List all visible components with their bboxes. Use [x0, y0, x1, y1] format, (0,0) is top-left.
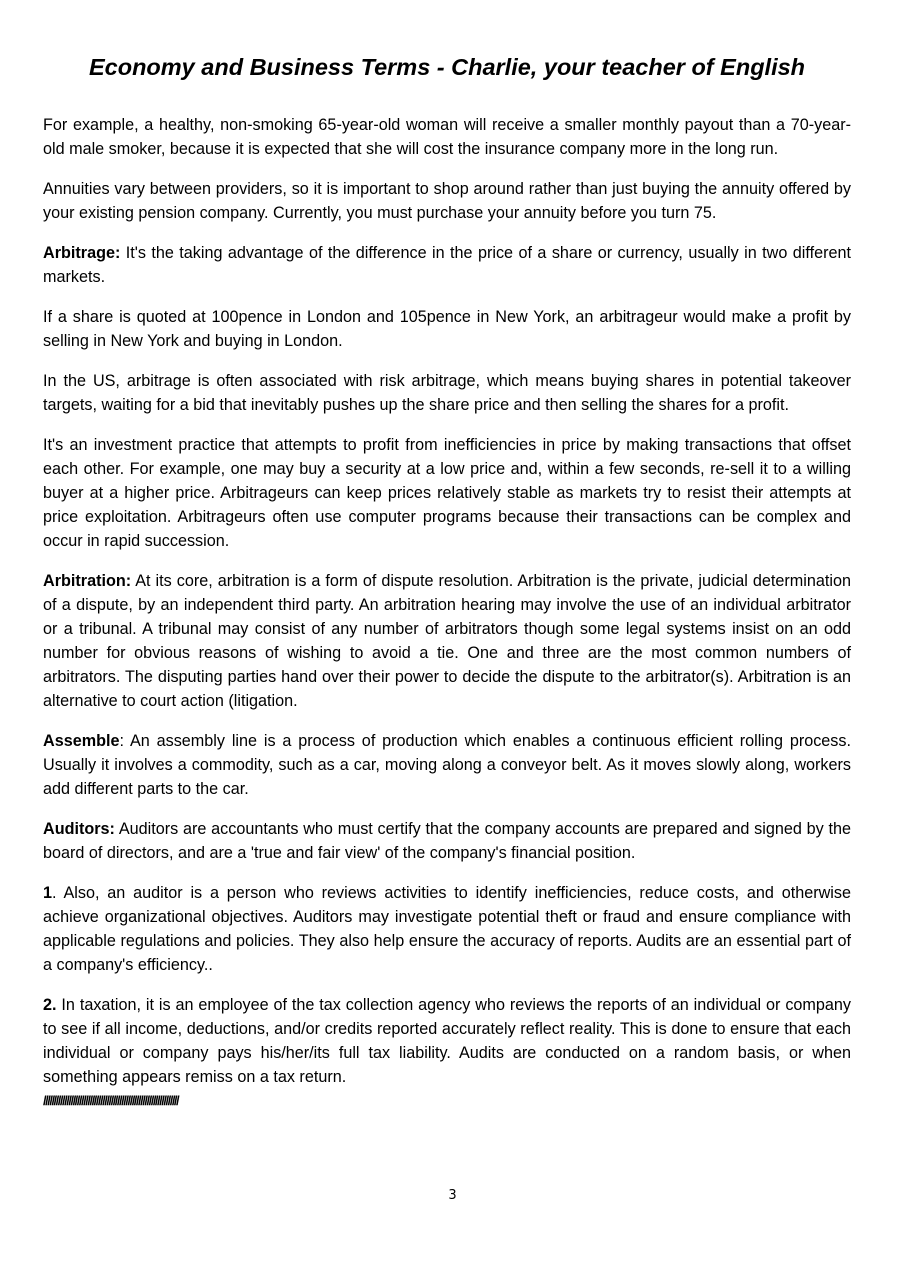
paragraph-text: It's an investment practice that attempts to profit from inefficiencies in price by making transactions that offset each other. For example, one may buy a security at a low price and, within a few seconds, re-sell it to a willing buyer at a higher price. Arbitrageurs can keep prices relatively stable as markets try to resist their attempts at price exploitation. Arbitrageurs often use computer programs because their transactions can be complex and occur in rapid succession. [43, 436, 851, 550]
paragraph-annuity-providers [43, 177, 851, 225]
paragraph-text: . Also, an auditor is a person who reviews activities to identify inefficiencies, reduce costs, and otherwise achieve organizational objectives. Auditors may investigate potential theft or fraud and ensure compliance with applicable regulations and policies. They also help ensure the accuracy of reports. Audits are an essential part of a company's efficiency.. [43, 884, 851, 974]
term-label: Arbitration: [43, 572, 132, 590]
paragraph-text: For example, a healthy, non-smoking 65-year-old woman will receive a smaller monthly payout than a 70-year-old male smoker, because it is expected that she will cost the insurance company more in the long run. [43, 116, 851, 158]
paragraph-text: In the US, arbitrage is often associated with risk arbitrage, which means buying shares in potential takeover targets, waiting for a bid that inevitably pushes up the share price and then selling the shares for a profit. [43, 372, 851, 414]
paragraph-auditor-definition-1 [43, 881, 851, 977]
paragraph-arbitration [43, 569, 851, 713]
paragraph-text: In taxation, it is an employee of the tax collection agency who reviews the reports of an individual or company to see if all income, deductions, and/or credits reported accurately reflect reality. This is done to ensure that each individual or company pays his/her/its full tax liability. Audits are conducted on a random basis, or when something appears remiss on a tax return. [43, 996, 851, 1086]
paragraph-text: Annuities vary between providers, so it is important to shop around rather than just buying the annuity offered by your existing pension company. Currently, you must purchase your annuity before you turn 75. [43, 180, 851, 222]
paragraph-auditor-definition-2 [43, 993, 851, 1113]
term-label: 1 [43, 884, 53, 902]
page-number: 3 [448, 1188, 457, 1203]
paragraph-text: Auditors are accountants who must certify that the company accounts are prepared and signed by the board of directors, and are a 'true and fair view' of the company's financial position. [43, 820, 851, 862]
paragraph-text: At its core, arbitration is a form of dispute resolution. Arbitration is the private, judicial determination of a dispute, by an independent third party. An arbitration hearing may involve the use of an individual arbitrator or a tribunal. A tribunal may consist of any number of arbitrators though some legal systems insist on an odd number for obvious reasons of wishing to avoid a tie. One and three are the most common numbers of arbitrators. The disputing parties hand over their power to decide the dispute to the arbitrator(s). Arbitration is an alternative to court action (litigation. [43, 572, 851, 710]
paragraph-risk-arbitrage [43, 369, 851, 417]
paragraph-text: : An assembly line is a process of production which enables a continuous efficient rolling process. Usually it involves a commodity, such as a car, moving along a conveyor belt. As it moves slowly along, workers add different parts to the car. [43, 732, 851, 798]
term-label: 2. [43, 996, 57, 1014]
paragraph-assemble [43, 729, 851, 801]
paragraph-annuity-example [43, 113, 851, 161]
term-label: Assemble [43, 732, 120, 750]
paragraph-investment-practice [43, 433, 851, 553]
paragraph-arbitrage [43, 241, 851, 289]
paragraph-text: It's the taking advantage of the difference in the price of a share or currency, usually in two different markets. [43, 244, 851, 286]
term-label: Auditors: [43, 820, 115, 838]
document-body [43, 113, 851, 1129]
paragraph-auditors [43, 817, 851, 865]
paragraph-text: If a share is quoted at 100pence in London and 105pence in New York, an arbitrageur would make a profit by selling in New York and buying in London. [43, 308, 851, 350]
paragraph-arbitrage-example [43, 305, 851, 353]
page-title: Economy and Business Terms - Charlie, your teacher of English [88, 54, 806, 80]
term-label: Arbitrage: [43, 244, 121, 262]
separator-line: //////////////////////////////////////////////////////////////// [43, 1093, 179, 1108]
